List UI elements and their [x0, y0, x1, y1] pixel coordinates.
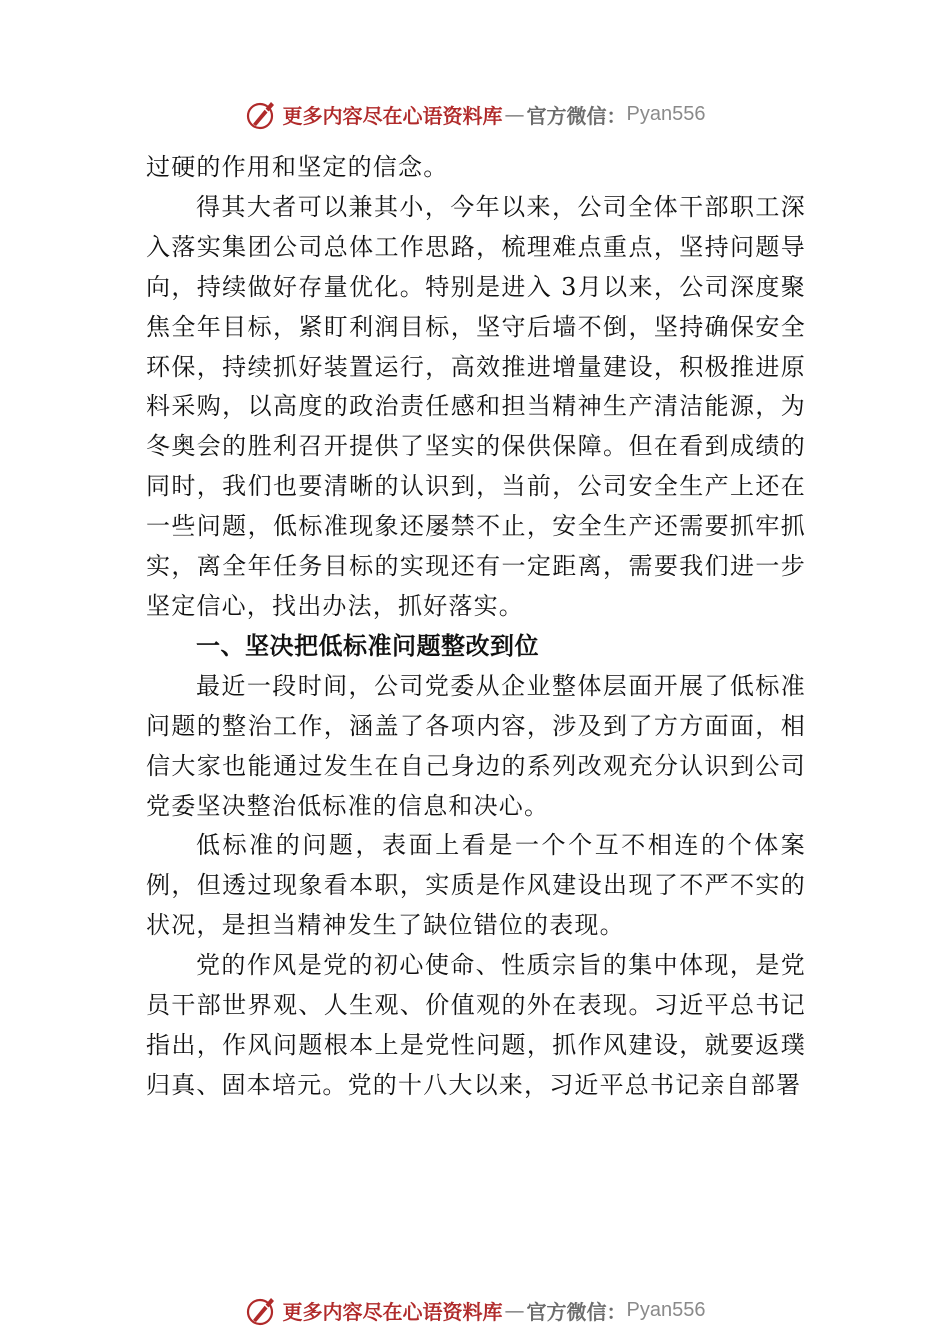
- watermark-wechat-id: Pyan556: [626, 102, 706, 125]
- header-watermark: [0, 94, 950, 134]
- paragraph-body: 党的作风是党的初心使命、性质宗旨的集中体现，是党员干部世界观、人生观、价值观的外在表现。习近平总书记指出，作风问题根本上是党性问题，抓作风建设，就要返璞归真、固本培元。党的十八大以来，习近平总书记亲自部署: [146, 951, 806, 1099]
- watermark-brand: 更多内容尽在心语资料库: [282, 103, 503, 128]
- watermark-separator: —: [504, 102, 525, 126]
- quill-in-circle-icon: [245, 1293, 279, 1327]
- watermark-wechat-id: Pyan556: [626, 1298, 706, 1321]
- watermark-brand: 更多内容尽在心语资料库: [282, 1299, 503, 1324]
- watermark-wechat-label: 官方微信：: [526, 1299, 627, 1324]
- paragraph-body: 低标准的问题，表面上看是一个个互不相连的个体案例，但透过现象看本职，实质是作风建设出现了不严不实的状况，是担当精神发生了缺位错位的表现。: [146, 831, 806, 940]
- section-heading: 一、坚决把低标准问题整改到位: [196, 631, 539, 660]
- quill-in-circle-icon: [245, 97, 279, 131]
- document-body: [146, 148, 806, 1106]
- paragraph-body: 得其大者可以兼其小，今年以来，公司全体干部职工深入落实集团公司总体工作思路，梳理难点重点，坚持问题导向，持续做好存量优化。特别是进入 3月以来，公司深度聚焦全年目标，紧盯利润目标，坚守后墙不倒，坚持确保安全环保，持续抓好装置运行，高效推进增量建设，积极推进原料采购，以高度的政治责任感和担当精神生产清洁能源，为冬奥会的胜利召开提供了坚实的保供保障。但在看到成绩的同时，我们也要清晰的认识到，当前，公司安全生产上还在一些问题，低标准现象还屡禁不止，安全生产还需要抓牢抓实，离全年任务目标的实现还有一定距离，需要我们进一步坚定信心，找出办法，抓好落实。: [146, 192, 806, 620]
- footer-watermark: [0, 1290, 950, 1330]
- paragraph-continuation: 过硬的作用和坚定的信念。: [146, 153, 449, 181]
- watermark-separator: —: [504, 1298, 525, 1322]
- paragraph-body: 最近一段时间，公司党委从企业整体层面开展了低标准问题的整治工作，涵盖了各项内容，涉及到了方方面面，相信大家也能通过发生在自己身边的系列改观充分认识到公司党委坚决整治低标准的信息和决心。: [146, 671, 806, 820]
- watermark-wechat-label: 官方微信：: [526, 103, 627, 128]
